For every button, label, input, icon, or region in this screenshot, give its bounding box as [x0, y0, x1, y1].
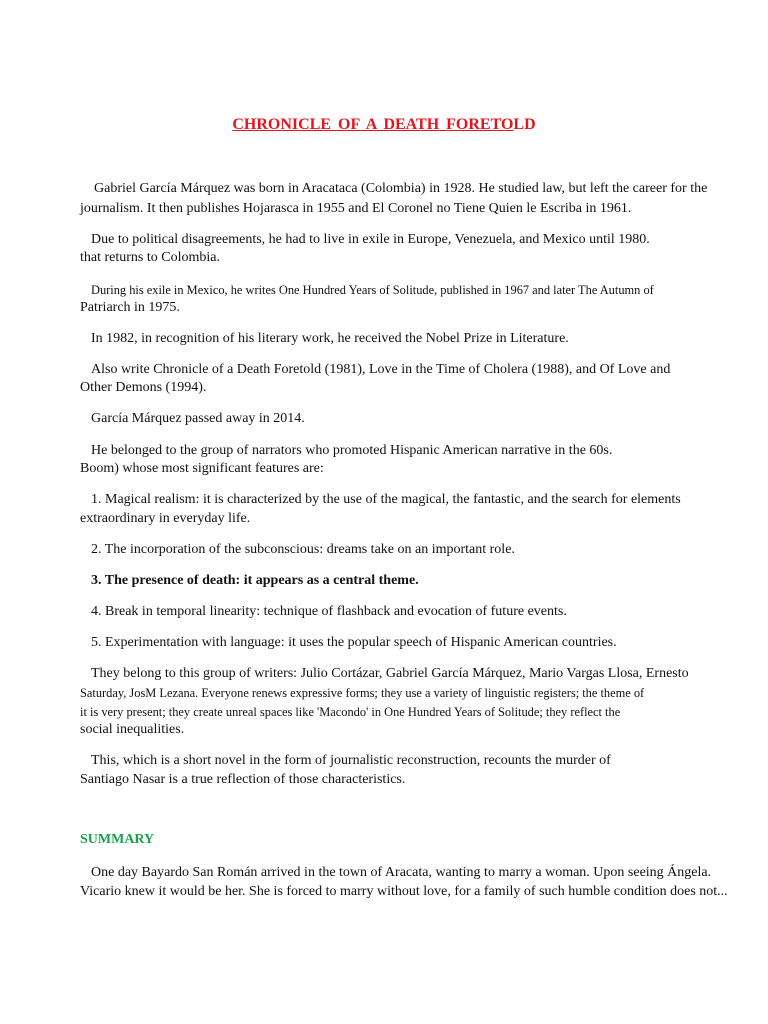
paragraph-line: Boom) whose most significant features are:	[80, 461, 324, 476]
paragraph-line: journalism. It then publishes Hojarasca in 1955 and El Coronel no Tiene Quien le Escriba in 1961.	[80, 201, 632, 216]
feature-item: 2. The incorporation of the subconscious: dreams take on an important role.	[91, 542, 515, 557]
paragraph-line: Also write Chronicle of a Death Foretold (1981), Love in the Time of Cholera (1988), and Of Love and	[91, 362, 671, 377]
paragraph-line: Saturday, JosM Lezana. Everyone renews expressive forms; they use a variety of linguistic registers; the theme of	[80, 686, 645, 700]
paragraph-line: During his exile in Mexico, he writes One Hundred Years of Solitude, published in 1967 and later The Autumn of	[91, 283, 654, 297]
paragraph-line: it is very present; they create unreal spaces like 'Macondo' in One Hundred Years of Solitude; they reflect the	[80, 705, 621, 719]
summary-line: One day Bayardo San Román arrived in the town of Aracata, wanting to marry a woman. Upon seeing Ángela.	[91, 865, 712, 880]
summary-heading: SUMMARY	[80, 832, 155, 847]
paragraph-line: social inequalities.	[80, 722, 185, 737]
title-tail: LD	[513, 116, 536, 133]
paragraph-line: Due to political disagreements, he had to live in exile in Europe, Venezuela, and Mexico until 1980.	[91, 232, 650, 247]
paragraph-line: Gabriel García Márquez was born in Aracataca (Colombia) in 1928. He studied law, but left the career for the	[94, 181, 708, 196]
feature-item: 4. Break in temporal linearity: technique of flashback and evocation of future events.	[91, 604, 567, 619]
paragraph-line: Patriarch in 1975.	[80, 300, 180, 315]
summary-line: Vicario knew it would be her. She is forced to marry without love, for a family of such humble condition does not...	[80, 884, 728, 899]
document-title	[0, 116, 768, 134]
paragraph-line: Other Demons (1994).	[80, 380, 207, 395]
paragraph-line: that returns to Colombia.	[80, 250, 220, 265]
paragraph-line: He belonged to the group of narrators who promoted Hispanic American narrative in the 60s.	[91, 443, 613, 458]
feature-item: extraordinary in everyday life.	[80, 511, 251, 526]
title-underlined: CHRONICLE OF A DEATH FORETO	[232, 116, 514, 133]
feature-item: 5. Experimentation with language: it uses the popular speech of Hispanic American countries.	[91, 635, 617, 650]
feature-item: 1. Magical realism: it is characterized by the use of the magical, the fantastic, and the search for elements	[91, 492, 681, 507]
paragraph-line: Santiago Nasar is a true reflection of those characteristics.	[80, 772, 406, 787]
paragraph-line: In 1982, in recognition of his literary work, he received the Nobel Prize in Literature.	[91, 331, 569, 346]
feature-item-bold: 3. The presence of death: it appears as a central theme.	[91, 573, 419, 588]
paragraph-line: García Márquez passed away in 2014.	[91, 411, 305, 426]
paragraph-line: They belong to this group of writers: Julio Cortázar, Gabriel García Márquez, Mario Vargas Llosa, Ernesto	[91, 666, 689, 681]
paragraph-line: This, which is a short novel in the form of journalistic reconstruction, recounts the murder of	[91, 753, 611, 768]
